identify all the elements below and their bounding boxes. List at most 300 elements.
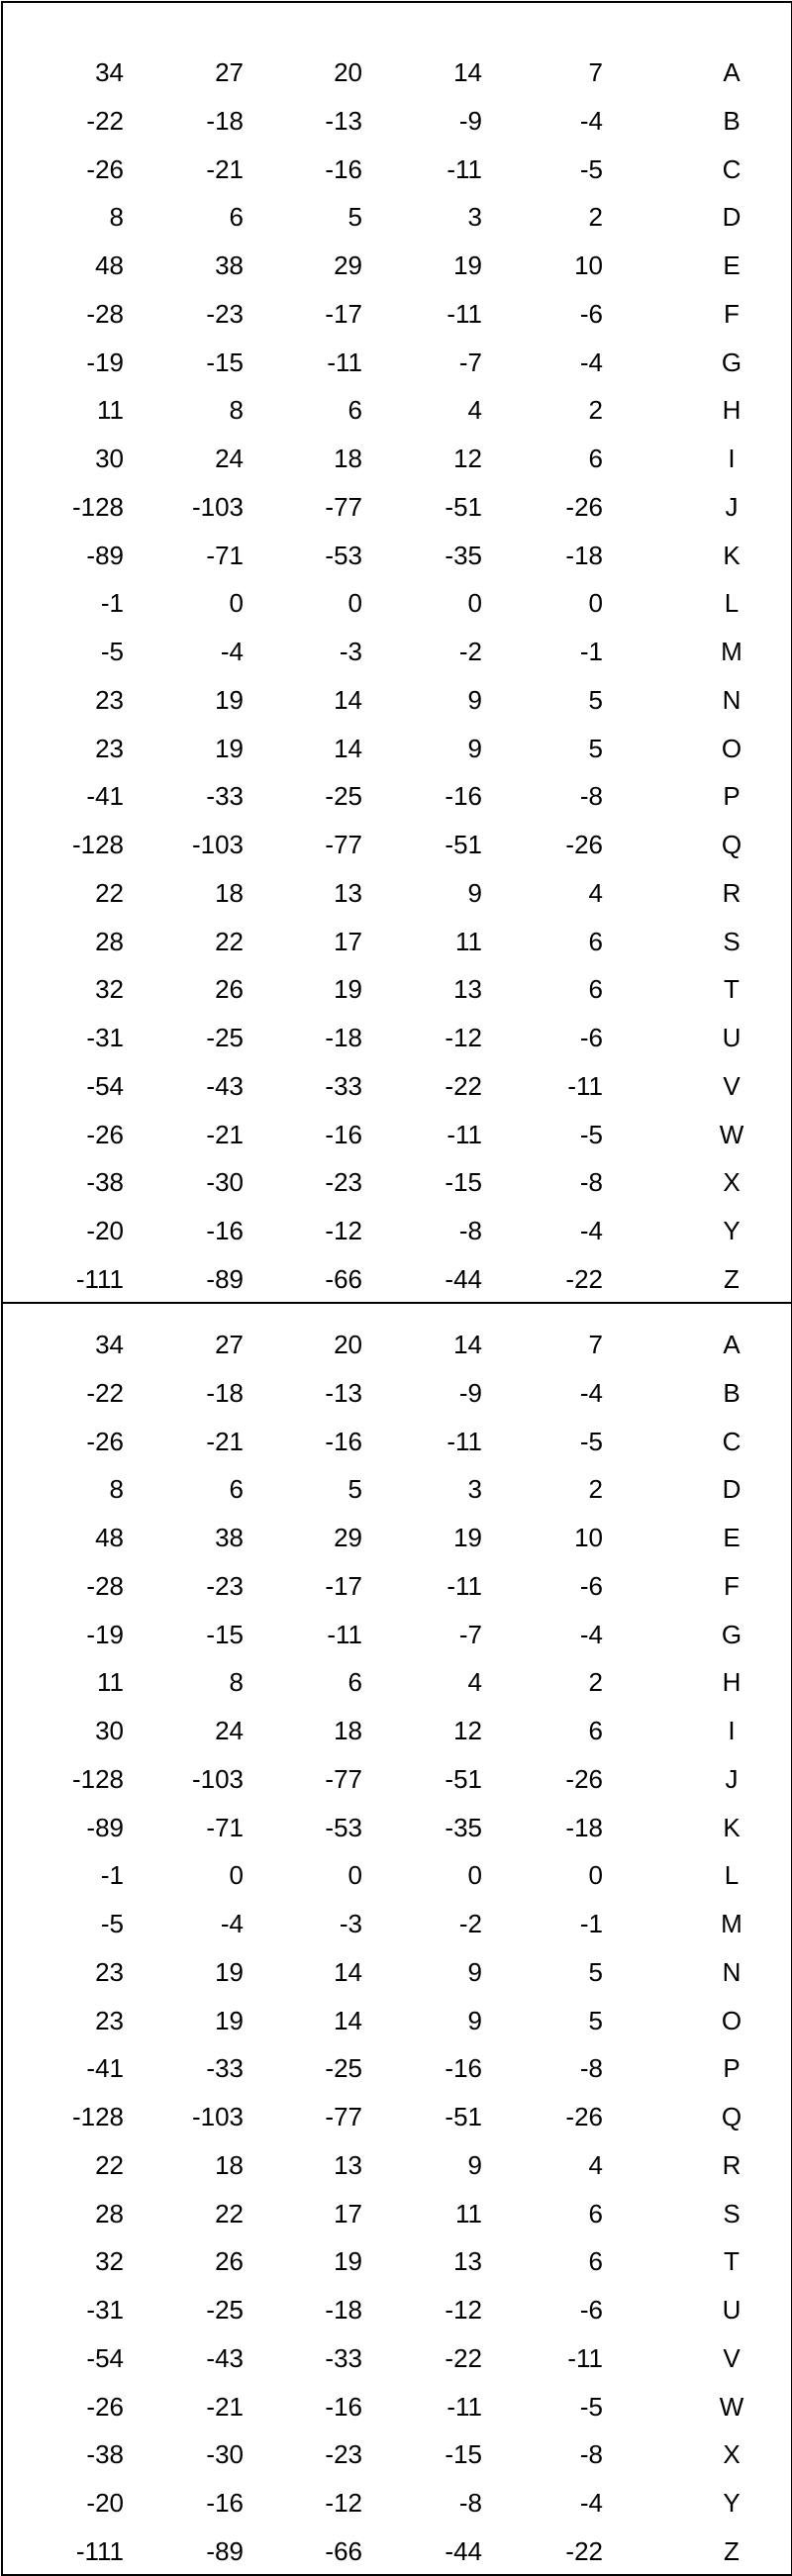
table-row [3, 579, 791, 628]
row-letter: Z [724, 2535, 740, 2566]
value-cell: 26 [215, 974, 244, 1005]
table-row [3, 339, 791, 387]
table-row [3, 435, 791, 483]
value-cell: 4 [588, 2149, 603, 2180]
table-row [3, 2044, 791, 2093]
value-cell: -77 [325, 1763, 362, 1794]
value-cell: 32 [95, 974, 124, 1005]
value-cell: 14 [334, 684, 362, 715]
row-letter: U [722, 1023, 742, 1052]
value-cell: -18 [206, 1377, 244, 1408]
value-cell: -11 [327, 1619, 362, 1649]
value-cell: 19 [215, 1956, 244, 1987]
table-row [3, 2237, 791, 2286]
table-row [3, 532, 791, 580]
value-cell: -51 [445, 491, 482, 522]
value-cell: -26 [86, 1119, 124, 1149]
table-row [3, 2334, 791, 2383]
row-letter: L [724, 588, 740, 619]
value-cell: 29 [334, 250, 362, 280]
value-cell: -5 [579, 1119, 603, 1149]
value-cell: -89 [86, 1812, 124, 1842]
value-cell: -128 [71, 830, 124, 859]
value-cell: -22 [86, 105, 124, 136]
table-row [3, 2383, 791, 2431]
value-cell: 6 [588, 926, 603, 956]
table-row [3, 1611, 791, 1659]
row-letter: L [724, 1860, 740, 1891]
row-letter: B [723, 1377, 741, 1408]
value-cell: 30 [95, 1716, 124, 1745]
value-cell: -5 [100, 1909, 124, 1938]
table-row [3, 1369, 791, 1418]
table-row [3, 1418, 791, 1466]
value-cell: -51 [445, 2102, 482, 2131]
page-frame [1, 1, 792, 2576]
value-cell: -71 [206, 1812, 244, 1842]
value-cell: -1 [579, 1909, 603, 1938]
value-cell: -89 [86, 540, 124, 570]
row-letter: K [723, 540, 741, 570]
value-cell: 7 [588, 57, 603, 87]
row-letter: D [722, 202, 742, 233]
value-cell: 19 [453, 250, 482, 280]
value-cell: 8 [109, 202, 124, 233]
row-letter: V [723, 1070, 741, 1101]
value-cell: 26 [215, 2246, 244, 2277]
value-cell: 0 [347, 588, 362, 619]
value-cell: -15 [206, 347, 244, 377]
value-cell: -51 [445, 1763, 482, 1794]
value-cell: -30 [206, 2439, 244, 2470]
value-cell: 3 [467, 1474, 482, 1505]
value-cell: 4 [588, 877, 603, 908]
row-letter: O [721, 733, 742, 763]
value-cell: -25 [325, 781, 362, 812]
row-letter: V [723, 2342, 741, 2373]
row-letter: C [722, 153, 742, 184]
value-cell: 2 [588, 1474, 603, 1505]
value-cell: -7 [458, 1619, 482, 1649]
value-cell: -44 [445, 1263, 482, 1294]
value-cell: -16 [325, 2391, 362, 2422]
value-cell: -5 [579, 153, 603, 184]
value-cell: 11 [455, 2198, 482, 2229]
row-letter: H [722, 395, 742, 426]
row-letter: R [722, 877, 742, 908]
value-cell: -16 [206, 1216, 244, 1245]
value-cell: -77 [325, 830, 362, 859]
value-cell: -4 [579, 105, 603, 136]
value-cell: -23 [206, 1570, 244, 1601]
value-cell: 24 [215, 1716, 244, 1745]
value-cell: 8 [109, 1474, 124, 1505]
value-cell: -15 [445, 2439, 482, 2470]
value-cell: -5 [579, 1426, 603, 1456]
value-cell: 12 [453, 1716, 482, 1745]
value-cell: -7 [458, 347, 482, 377]
value-cell: 24 [215, 444, 244, 473]
row-letter: Y [723, 1216, 741, 1245]
value-cell: -20 [86, 2488, 124, 2518]
value-cell: -103 [191, 2102, 244, 2131]
value-cell: -26 [565, 491, 603, 522]
row-letter: C [722, 1426, 742, 1456]
value-cell: -16 [325, 1119, 362, 1149]
row-letter: T [724, 974, 740, 1005]
value-cell: 0 [588, 588, 603, 619]
value-cell: 4 [467, 1667, 482, 1698]
value-cell: -11 [446, 1570, 482, 1601]
row-letter: F [724, 1570, 740, 1601]
value-cell: -53 [325, 1812, 362, 1842]
value-cell: 23 [95, 2005, 124, 2035]
value-cell: 0 [588, 1860, 603, 1891]
table-row [3, 193, 791, 242]
value-cell: 17 [334, 2198, 362, 2229]
table-row [3, 1562, 791, 1611]
value-cell: -22 [565, 1263, 603, 1294]
value-cell: -22 [445, 1070, 482, 1101]
row-letter: Q [721, 830, 742, 859]
value-cell: 27 [215, 1330, 244, 1359]
row-letter: I [728, 1716, 736, 1745]
value-cell: -15 [206, 1619, 244, 1649]
value-cell: 6 [588, 1716, 603, 1745]
value-cell: -16 [325, 1426, 362, 1456]
value-cell: -9 [458, 105, 482, 136]
value-cell: -8 [458, 1216, 482, 1245]
value-cell: 2 [588, 1667, 603, 1698]
value-cell: 9 [467, 2005, 482, 2035]
value-cell: 18 [215, 2149, 244, 2180]
value-cell: 6 [347, 1667, 362, 1698]
table-row [3, 386, 791, 435]
value-cell: -41 [86, 2053, 124, 2084]
row-letter: E [723, 1523, 741, 1552]
value-cell: 19 [215, 684, 244, 715]
value-cell: 0 [467, 588, 482, 619]
value-cell: 2 [588, 395, 603, 426]
value-cell: 5 [347, 202, 362, 233]
value-cell: 5 [588, 684, 603, 715]
value-cell: 9 [467, 2149, 482, 2180]
row-letter: N [722, 1956, 742, 1987]
value-cell: -33 [325, 2342, 362, 2373]
value-cell: -54 [86, 2342, 124, 2373]
value-cell: -4 [579, 2488, 603, 2518]
value-cell: -11 [446, 1119, 482, 1149]
value-cell: -4 [220, 637, 244, 666]
row-letter: D [722, 1474, 742, 1505]
value-cell: 22 [95, 877, 124, 908]
value-cell: 23 [95, 733, 124, 763]
value-cell: 8 [229, 1667, 244, 1698]
value-cell: -35 [445, 1812, 482, 1842]
value-cell: -9 [458, 1377, 482, 1408]
value-cell: 5 [588, 733, 603, 763]
row-letter: N [722, 684, 742, 715]
row-letter: O [721, 2005, 742, 2035]
value-cell: -11 [567, 2342, 603, 2373]
value-cell: -89 [206, 1263, 244, 1294]
table-row [3, 49, 791, 97]
value-cell: -22 [86, 1377, 124, 1408]
table-row [3, 965, 791, 1014]
value-cell: -103 [191, 830, 244, 859]
row-letter: G [721, 1619, 742, 1649]
value-cell: 7 [588, 1330, 603, 1359]
value-cell: -11 [446, 298, 482, 329]
value-cell: 23 [95, 684, 124, 715]
value-cell: 22 [95, 2149, 124, 2180]
value-cell: -71 [206, 540, 244, 570]
table-row [3, 1321, 791, 1369]
table-row [3, 1158, 791, 1207]
value-cell: -11 [446, 153, 482, 184]
value-cell: 14 [453, 1330, 482, 1359]
value-cell: -25 [206, 2295, 244, 2325]
table-row [3, 1851, 791, 1900]
value-cell: -16 [445, 2053, 482, 2084]
table-row [3, 772, 791, 821]
table-row [3, 1255, 791, 1304]
value-cell: -26 [565, 1763, 603, 1794]
value-cell: -26 [86, 2391, 124, 2422]
value-cell: -11 [327, 347, 362, 377]
value-cell: 6 [229, 1474, 244, 1505]
value-cell: 2 [588, 202, 603, 233]
row-letter: E [723, 250, 741, 280]
value-cell: -3 [339, 1909, 362, 1938]
value-cell: -66 [325, 2535, 362, 2566]
table-row [3, 1900, 791, 1948]
value-cell: -19 [86, 347, 124, 377]
value-cell: 4 [467, 395, 482, 426]
value-cell: -4 [579, 1216, 603, 1245]
value-cell: 23 [95, 1956, 124, 1987]
value-cell: 0 [229, 588, 244, 619]
value-cell: 32 [95, 2246, 124, 2277]
row-letter: X [723, 2439, 741, 2470]
value-cell: -43 [206, 1070, 244, 1101]
table-row [3, 676, 791, 725]
value-cell: -11 [567, 1070, 603, 1101]
row-letter: J [725, 491, 739, 522]
value-cell: 12 [453, 444, 482, 473]
table-row [3, 1804, 791, 1852]
row-letter: H [722, 1667, 742, 1698]
row-letter: A [723, 57, 741, 87]
value-cell: -16 [445, 781, 482, 812]
table-row [3, 821, 791, 869]
value-cell: 14 [453, 57, 482, 87]
value-cell: -6 [579, 298, 603, 329]
value-cell: -18 [325, 2295, 362, 2325]
value-cell: 6 [229, 202, 244, 233]
value-cell: 6 [588, 974, 603, 1005]
table-row [3, 1465, 791, 1514]
value-cell: -103 [191, 491, 244, 522]
value-cell: 0 [347, 1860, 362, 1891]
value-cell: -12 [325, 1216, 362, 1245]
value-cell: 0 [467, 1860, 482, 1891]
value-cell: -26 [565, 2102, 603, 2131]
value-cell: -35 [445, 540, 482, 570]
value-cell: -51 [445, 830, 482, 859]
value-cell: -21 [206, 1426, 244, 1456]
value-cell: -54 [86, 1070, 124, 1101]
table-row [3, 1111, 791, 1159]
value-cell: -103 [191, 1763, 244, 1794]
value-cell: -5 [100, 637, 124, 666]
value-cell: -8 [579, 781, 603, 812]
table-row [3, 97, 791, 146]
value-cell: 29 [334, 1523, 362, 1552]
value-cell: -77 [325, 2102, 362, 2131]
value-cell: -5 [579, 2391, 603, 2422]
value-cell: 3 [467, 202, 482, 233]
value-cell: -18 [565, 540, 603, 570]
value-cell: -25 [206, 1023, 244, 1052]
value-cell: -43 [206, 2342, 244, 2373]
table-row [3, 1707, 791, 1755]
table-row [3, 1014, 791, 1062]
table-row [3, 2093, 791, 2141]
value-cell: 11 [455, 926, 482, 956]
value-cell: -2 [458, 637, 482, 666]
value-cell: -1 [100, 588, 124, 619]
value-cell: 13 [453, 2246, 482, 2277]
value-cell: 13 [334, 2149, 362, 2180]
value-cell: -28 [86, 1570, 124, 1601]
value-cell: -111 [75, 2535, 124, 2566]
table-row [3, 918, 791, 966]
value-cell: -18 [325, 1023, 362, 1052]
value-cell: 38 [215, 250, 244, 280]
value-cell: -128 [71, 1763, 124, 1794]
value-cell: -19 [86, 1619, 124, 1649]
value-cell: 9 [467, 684, 482, 715]
table-row [3, 290, 791, 339]
value-cell: 13 [453, 974, 482, 1005]
value-cell: -13 [325, 105, 362, 136]
table-row [3, 1514, 791, 1562]
value-cell: -1 [579, 637, 603, 666]
value-cell: 34 [95, 57, 124, 87]
value-cell: -30 [206, 1167, 244, 1198]
value-cell: 14 [334, 733, 362, 763]
row-letter: W [719, 2391, 744, 2422]
value-cell: 10 [574, 1523, 603, 1552]
value-cell: 19 [334, 974, 362, 1005]
table-row [3, 1948, 791, 1997]
row-letter: J [725, 1763, 739, 1794]
row-letter: U [722, 2295, 742, 2325]
value-cell: -28 [86, 298, 124, 329]
table-row [3, 2479, 791, 2527]
value-cell: -38 [86, 1167, 124, 1198]
value-cell: 8 [229, 395, 244, 426]
value-cell: -22 [445, 2342, 482, 2373]
value-cell: -22 [565, 2535, 603, 2566]
value-cell: 22 [215, 2198, 244, 2229]
value-cell: -89 [206, 2535, 244, 2566]
value-cell: 20 [334, 57, 362, 87]
value-cell: -16 [325, 153, 362, 184]
row-letter: Z [724, 1263, 740, 1294]
value-cell: 27 [215, 57, 244, 87]
value-cell: -38 [86, 2439, 124, 2470]
value-cell: 6 [347, 395, 362, 426]
value-cell: 6 [588, 2246, 603, 2277]
value-cell: -4 [220, 1909, 244, 1938]
value-cell: -12 [445, 1023, 482, 1052]
row-letter: M [721, 637, 742, 666]
value-cell: 19 [215, 733, 244, 763]
value-table-top [3, 3, 791, 1302]
value-cell: 14 [334, 1956, 362, 1987]
table-row [3, 1997, 791, 2045]
table-row [3, 1062, 791, 1111]
value-cell: 5 [588, 1956, 603, 1987]
value-cell: 19 [453, 1523, 482, 1552]
value-cell: 6 [588, 444, 603, 473]
table-row [3, 2286, 791, 2334]
value-cell: -21 [206, 153, 244, 184]
row-letter: F [724, 298, 740, 329]
value-cell: -21 [206, 1119, 244, 1149]
value-cell: 5 [347, 1474, 362, 1505]
value-cell: -77 [325, 491, 362, 522]
value-cell: 9 [467, 1956, 482, 1987]
value-cell: -11 [446, 2391, 482, 2422]
value-cell: -23 [206, 298, 244, 329]
value-cell: 34 [95, 1330, 124, 1359]
value-cell: -8 [579, 1167, 603, 1198]
value-cell: -26 [86, 1426, 124, 1456]
value-cell: 28 [95, 2198, 124, 2229]
value-cell: -31 [86, 1023, 124, 1052]
table-row [3, 242, 791, 290]
value-cell: 9 [467, 733, 482, 763]
value-cell: 13 [334, 877, 362, 908]
value-cell: -8 [458, 2488, 482, 2518]
value-cell: -33 [206, 2053, 244, 2084]
value-cell: -31 [86, 2295, 124, 2325]
value-cell: -33 [206, 781, 244, 812]
table-row [3, 2190, 791, 2238]
table-row [3, 628, 791, 676]
value-cell: -11 [446, 1426, 482, 1456]
value-cell: 18 [334, 444, 362, 473]
value-cell: 11 [97, 395, 124, 426]
value-cell: -111 [75, 1263, 124, 1294]
table-row [3, 869, 791, 918]
row-letter: Q [721, 2102, 742, 2131]
value-cell: -66 [325, 1263, 362, 1294]
value-cell: -26 [565, 830, 603, 859]
value-cell: -13 [325, 1377, 362, 1408]
value-cell: -21 [206, 2391, 244, 2422]
value-cell: -12 [445, 2295, 482, 2325]
value-cell: -18 [206, 105, 244, 136]
table-row [3, 2430, 791, 2479]
row-letter: W [719, 1119, 744, 1149]
table-row [3, 1207, 791, 1255]
value-cell: 10 [574, 250, 603, 280]
value-cell: 30 [95, 444, 124, 473]
